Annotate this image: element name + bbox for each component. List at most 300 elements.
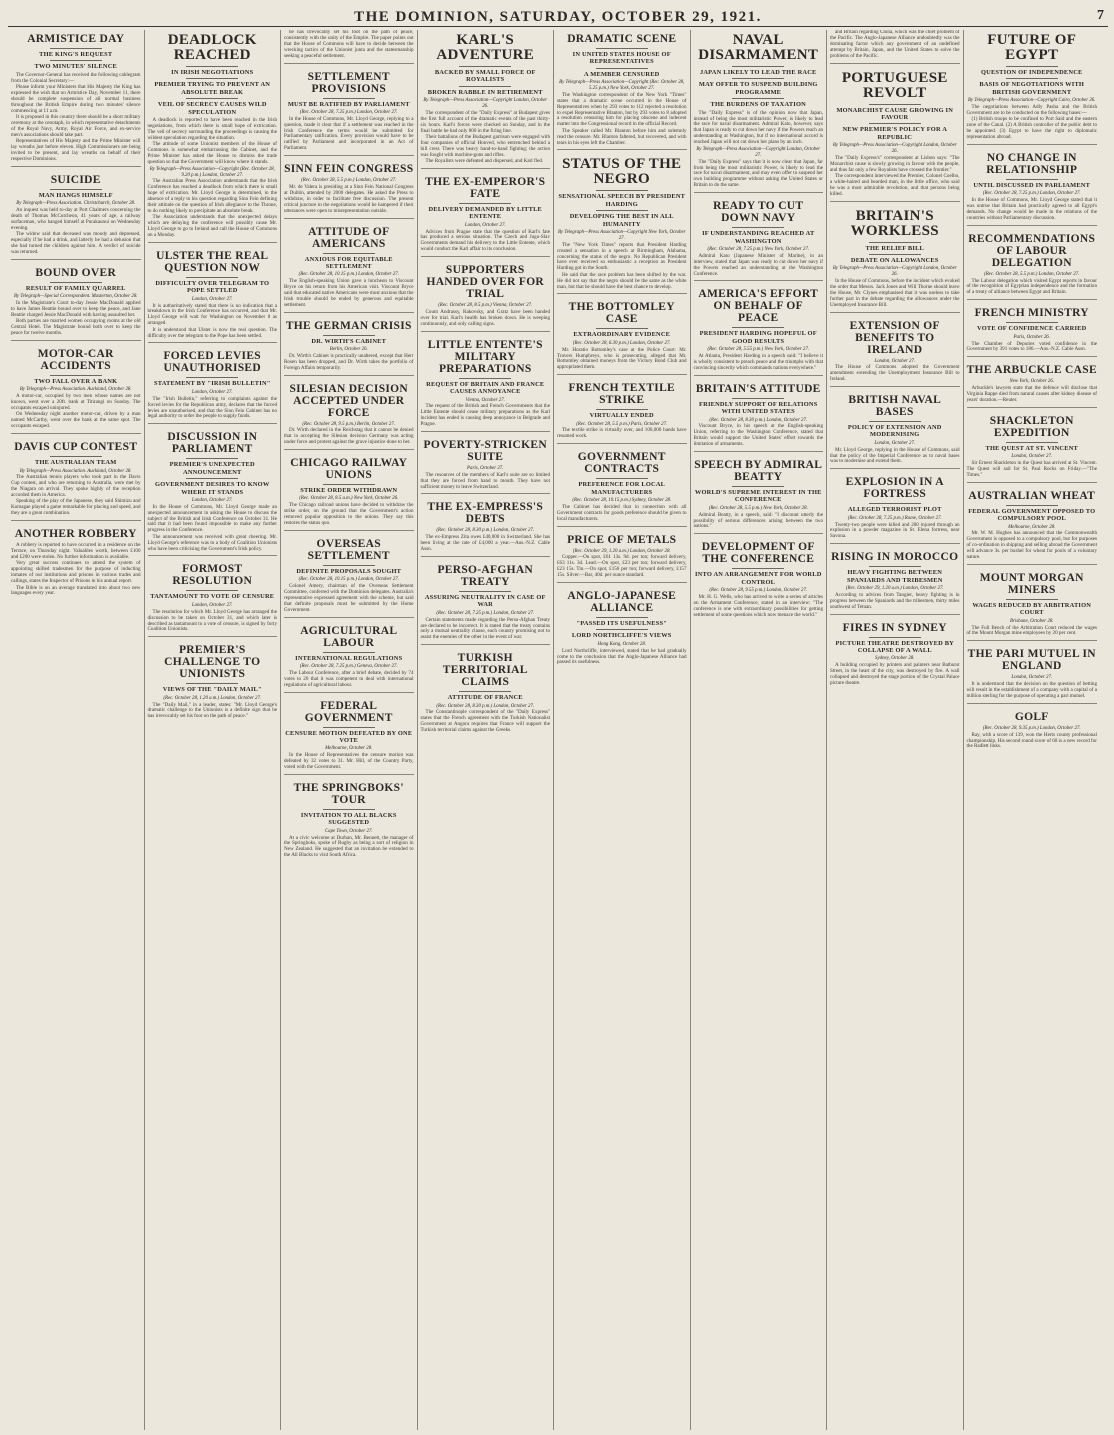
article-body xyxy=(967,105,1098,141)
article xyxy=(421,33,551,165)
paragraph: The "Daily Express" is of the opinion now that Japan, instead of being the most militaristic Power, is likely to lead the race for naval disarmament. Admiral Kato, however, says that Japan is ready to cut down her navy if the Powers reach an understanding at Washington, but if no international accord is reached Japan will not cut down her plans by an inch. xyxy=(693,109,823,146)
divider-rule xyxy=(323,335,375,336)
columns-container xyxy=(8,30,1108,1430)
subheadline: DR. WIRTH'S CABINET xyxy=(311,337,387,345)
divider-rule xyxy=(732,398,784,399)
dateline: (Rec. October 28, 8.30 p.m.) London, October 27. xyxy=(709,417,808,423)
paragraph: Please inform your Ministers that His Majesty the King has expressed the wish that on Armistice Day, November 11, there should be complete suspension of all normal business throughout the British Empire during two minutes' silence commencing at 11 a.m. xyxy=(11,84,141,114)
dateline: By Telegraph—Press Association—Copyright London, October 26. xyxy=(832,266,957,278)
headline: READY TO CUT DOWN NAVY xyxy=(713,200,804,225)
paragraph: The Australian tennis players who took part in the Davis Cup contest, and who are returning to Australia, were met by the Niagara on arrival. They spoke highly of the reception accorded them in America. xyxy=(11,474,141,499)
column-8 xyxy=(964,30,1101,1430)
dateline: London, October 27. xyxy=(191,389,233,395)
paragraph: The request of the British and French Governments that the Little Entente should cease military preparations as the Karl incident has ended is causing deep annoyance in Belgrade and Prague. xyxy=(420,403,550,428)
article-body xyxy=(830,523,960,541)
paragraph: It is authoritatively stated that there is no indication that a breakdown in the Irish Conference has occurred, and that Mr. Lloyd George will wait for Washington on November 8 as arranged. xyxy=(147,302,277,327)
dateline: (Rec. October 28, 10.15 p.m.) London, October 27. xyxy=(298,272,399,278)
divider-rule xyxy=(459,66,511,67)
headline: TURKISH TERRITORIAL CLAIMS xyxy=(442,652,528,689)
article xyxy=(148,342,278,420)
article xyxy=(557,526,687,579)
article xyxy=(284,312,414,372)
headline: GOVERNMENT CONTRACTS xyxy=(577,451,666,476)
article xyxy=(694,533,824,618)
divider-rule xyxy=(186,78,238,79)
paragraph: Sir Ernest Shackleton in the Quest has arrived at St. Vincent. The Quest will sail for St. Paul Rocks on Friday.—"The Times." xyxy=(966,460,1097,478)
paragraph: In the Magistrate's Court to-day Jessie MacDonald applied to have James Beattie bound over to keep the peace, and Jane Beattie charged Jessie MacDonald with having assaulted her. xyxy=(11,300,141,318)
headline: ARMISTICE DAY xyxy=(27,33,125,45)
headline: SUICIDE xyxy=(50,173,101,186)
dateline: By Telegraph—Press Association—Copyright London, October 26. xyxy=(832,143,957,154)
paragraph: On Wednesday night another motor-car, driven by a man named McCarthy, went over the bank at the same spot. The occupants escaped. xyxy=(11,411,141,430)
paragraph: The Washington correspondent of the New York "Times" states that a dramatic scene occurred in the House of Representatives when by 293 votes to 112 rejected a resolution to expel Representative Blanton, but by 293 votes to 8 adopted a resolution censuring him for placing obscene and indecent matter into the Congressional record in the official Record. xyxy=(557,91,687,128)
paragraph: In the House of Representatives the censure motion was defeated by 32 votes to 31. Mr. Hill, of the Country Party, voted with the Government. xyxy=(284,752,414,770)
dateline: (Rec. October 29, 1.20 a.m.) London, October 27. xyxy=(845,586,944,592)
divider-rule xyxy=(1006,505,1058,506)
paragraph: Speaking of the play of the Japanese, they said Shimizu and Kumagae played a game remarkable for placing and speed, and they are a great combination. xyxy=(11,498,141,517)
paragraph: It is understood that Ulster is now the real question. The difficulty over the telegram to the Pope has been settled. xyxy=(147,326,277,339)
divider-rule xyxy=(323,565,375,566)
headline: FORCED LEVIES UNAUTHORISED xyxy=(163,350,262,375)
article xyxy=(694,280,824,371)
article xyxy=(830,543,960,610)
article xyxy=(148,636,278,720)
dateline: (Rec. October 28, 8.30 p.m.) London, October 27. xyxy=(436,528,535,534)
article-body xyxy=(694,111,824,146)
article-body xyxy=(148,397,278,421)
subheadline: PREMIER TRYING TO PREVENT AN ABSOLUTE BREAK xyxy=(154,81,271,96)
subheadline: THE RELIEF BILL xyxy=(865,244,925,252)
subheadline: PREMIER'S UNEXPECTED ANNOUNCEMENT xyxy=(169,461,255,476)
article-body xyxy=(830,30,960,60)
divider-rule xyxy=(1006,599,1058,600)
article-body xyxy=(557,348,687,372)
article xyxy=(557,443,687,522)
divider-rule xyxy=(869,503,921,504)
divider-rule xyxy=(732,327,784,328)
headline: PORTUGUESE REVOLT xyxy=(841,69,948,101)
headline: FIRES IN SYDNEY xyxy=(842,621,947,634)
divider-rule xyxy=(186,683,238,684)
subheadline: DIFFICULTY OVER TELEGRAM TO POPE SETTLED xyxy=(155,279,270,295)
article xyxy=(11,340,141,430)
headline: THE PARI MUTUEL IN ENGLAND xyxy=(967,648,1096,673)
headline: MOTOR-CAR ACCIDENTS xyxy=(37,348,114,372)
paragraph: The negotiations between Adly Pasha and the British Government are to be conducted on the following bases:— xyxy=(966,104,1097,116)
dateline: London, October 27. xyxy=(191,602,233,608)
article-body xyxy=(830,279,960,309)
article xyxy=(11,166,141,256)
divider-rule xyxy=(732,78,784,79)
headline: AMERICA'S EFFORT ON BEHALF OF PEACE xyxy=(698,288,819,325)
paragraph: The Australian Press Association understands that the Irish Conference has reached a deadlock from which there is small hope of extrication. Mr. Lloyd George is determined, in the absence of a reply to his question regarding Sinn Fein defining their attitude on the question of Irish allegiance to the Throne, to do nothing likely to precipitate an absolute break. xyxy=(147,178,277,214)
subheadline: PICTURE THEATRE DESTROYED BY COLLAPSE OF A WALL xyxy=(835,639,954,655)
divider-rule xyxy=(596,48,648,49)
headline: NO CHANGE IN RELATIONSHIP xyxy=(986,151,1078,176)
headline: ANGLO-JAPANESE ALLIANCE xyxy=(567,590,677,615)
subheadline: POLICY OF EXTENSION AND MODERNISING xyxy=(847,424,942,439)
article-body xyxy=(148,610,278,634)
article-body xyxy=(11,394,141,430)
article xyxy=(694,451,824,530)
divider-rule xyxy=(869,637,921,638)
subheadline: MAN HANGS HIMSELF xyxy=(38,191,113,199)
dateline: (Rec. October 28, 5.5 p.m.) London, October 27. xyxy=(301,178,397,184)
column-6 xyxy=(691,30,828,1430)
paragraph: The "Irish Bulletin," referring to complaints against the forced levies for the Republican army, declares that the forced levies are unauthorised, and that the Sinn Fein Cabinet has no legal authority to order the people to supply funds. xyxy=(147,395,277,420)
dateline: By Telegraph—Special Correspondent. Masterton, October 28. xyxy=(13,294,138,300)
article-body xyxy=(284,671,414,689)
headline: SETTLEMENT PROVISIONS xyxy=(307,70,390,95)
article-body xyxy=(284,503,414,527)
article-body xyxy=(148,304,278,340)
paragraph: Representatives of His Majesty and the Prime Minister will lay wreaths just before eleven. High Commissioners are being invited to be present, and lay wreaths on behalf of their respective Dominions. xyxy=(11,138,141,162)
paragraph: Twenty-two people were killed and 200 injured through an explosion in a powder magazine in St. Elena fortress, near Savona. xyxy=(830,521,960,540)
paragraph: The resolution for which Mr. Lloyd George has arranged the discussion to be taken on October 31, and which later is described as tantamount to a vote of censure, is signed by forty Coalition Unionists. xyxy=(147,608,277,633)
article xyxy=(967,482,1098,561)
dateline: Vienna, October 27. xyxy=(465,397,505,403)
subheadline: GOVERNMENT DESIRES TO KNOW WHERE IT STANDS xyxy=(155,481,270,496)
subheadline: VOTE OF CONFIDENCE CARRIED xyxy=(977,325,1087,333)
divider-rule xyxy=(596,409,648,410)
article-body xyxy=(421,310,551,328)
article-body xyxy=(830,448,960,466)
dateline: (Rec. October 29, 1.20 a.m.) London, October 28. xyxy=(572,548,671,554)
subheadline: TWO FALL OVER A BANK xyxy=(34,378,118,385)
paragraph: According to advices from Tangier, heavy fighting is in progress between the Spaniards and the tribesmen, thirty miles southwest of Tetuan. xyxy=(830,591,960,610)
subheadline: REQUEST OF BRITAIN AND FRANCE CAUSES ANNOYANCE xyxy=(426,380,545,396)
headline: ANOTHER ROBBERY xyxy=(14,528,137,541)
article-body xyxy=(421,111,551,165)
article-body xyxy=(284,279,414,309)
article-body xyxy=(148,118,278,166)
paragraph: The Chicago railroad unions have decided to withdraw the strike order, on the ground that the Government's action removed popular opposition to the unions. They say this restores the status quo. xyxy=(284,502,414,526)
subheadline: DEVELOPING THE BEST IN ALL HUMANITY xyxy=(569,213,674,228)
article-body xyxy=(557,428,687,440)
article xyxy=(830,312,960,384)
dateline: (Rec. October 28, 10.15 p.m.) Sydney, October 28. xyxy=(572,498,672,504)
subheadline: FEDERAL GOVERNMENT OPPOSED TO COMPULSORY POOL xyxy=(968,507,1096,523)
article xyxy=(557,149,687,290)
divider-rule xyxy=(459,691,511,692)
masthead xyxy=(8,4,1108,27)
headline: OVERSEAS SETTLEMENT xyxy=(307,537,390,562)
dateline: By Telegraph—Press Association—Copyright Cairo, October 26. xyxy=(968,98,1096,104)
article-body xyxy=(284,185,414,215)
divider-rule xyxy=(50,456,102,457)
divider-rule xyxy=(186,98,238,99)
column-1 xyxy=(8,30,145,1430)
headline: THE EX-EMPRESS'S DEBTS xyxy=(427,501,544,526)
divider-rule xyxy=(732,486,784,487)
subheadline: INTERNATIONAL REGULATIONS xyxy=(295,654,403,662)
dateline: By Telegraph—Press Association—Copyright London, October 26. xyxy=(423,98,548,110)
paragraph: Advices from Prague state that the question of Karl's fate has produced a serious situation. The Czech and Jugo-Slav Governments demand his delivery to the Little Entente, which would conduct the Karl affair to its conclusion. xyxy=(420,228,550,253)
divider-rule xyxy=(596,478,648,479)
subheadline: DELIVERY DEMANDED BY LITTLE ENTENTE xyxy=(428,205,543,221)
headline: MOUNT MORGAN MINERS xyxy=(979,571,1084,596)
article-body xyxy=(148,179,278,239)
divider-rule xyxy=(869,421,921,422)
column-4 xyxy=(418,30,555,1430)
divider-rule xyxy=(1006,179,1058,180)
divider-rule xyxy=(596,190,648,191)
article xyxy=(284,30,414,60)
paragraph: Viscount Bryce, in his speech at the English-speaking Union, referring to the Washington Conference, stated that Britain would support the United States' effort towards the limitation of armaments. xyxy=(693,423,823,448)
dateline: London, October 27. xyxy=(874,358,916,364)
divider-rule xyxy=(596,210,648,211)
subheadline: UNTIL DISCUSSED IN PARLIAMENT xyxy=(973,181,1091,189)
headline: BRITISH NAVAL BASES xyxy=(848,394,942,419)
article-body xyxy=(694,513,824,531)
dateline: Sydney, October 28. xyxy=(875,656,915,662)
divider-rule xyxy=(323,727,375,728)
headline: STATUS OF THE NEGRO xyxy=(562,156,682,188)
paragraph: Mr. Lloyd George, replying in the House of Commons, said that the policy of the Imperial Conference as to naval bases was to modernise and extend them. xyxy=(830,446,960,465)
dateline: Hong Kong, October 28. xyxy=(597,641,646,647)
article xyxy=(967,356,1098,404)
paragraph: He said that the race problem has been shifted by the war. He did not say that the negro should be the same as the white man, but that he should have the best chance to develop. xyxy=(557,271,687,290)
divider-rule xyxy=(869,104,921,105)
dateline: By Telegraph—Press Association. Auckland, October 28. xyxy=(19,387,132,393)
dateline: (Rec. October 28, 5.5 p.m.) London, October 27. xyxy=(984,271,1080,277)
article-body xyxy=(967,386,1098,404)
subheadline: DEFINITE PROPOSALS SOUGHT xyxy=(296,567,402,575)
article-body xyxy=(967,342,1098,354)
headline: AGRICULTURAL LABOUR xyxy=(300,624,398,649)
subheadline: PREFERENCE FOR LOCAL MANUFACTURERS xyxy=(578,481,666,496)
paragraph: In the House of Commons, Mr. Lloyd George, replying to a question, made it clear that if a settlement was reached in the Irish Conference the terms would be submitted for Parliamentary ratification. Every provision would have to be ratified by Parliament and incorporated in an Act of Parliament. xyxy=(284,115,414,152)
headline: FRENCH TEXTILE STRIKE xyxy=(568,382,676,407)
paragraph: A building occupied by printers and painters near Bathurst Street, in the heart of the city, was destroyed by fire. A wall collapsed and destroyed the stage portion of the Crystal Palace picture theatre. xyxy=(830,662,960,686)
paragraph: Ray, with a score of 139, won the Herts county professional championship. His second round score of 68 is a new record for the Radlett links. xyxy=(966,731,1097,750)
article-body xyxy=(421,618,551,642)
paragraph: Lord Northcliffe, interviewed, stated that he had gradually come to the conclusion that the Anglo-Japanese Alliance had passed its usefulness. xyxy=(557,647,687,666)
subheadline: DEBATE ON ALLOWANCES xyxy=(850,257,939,264)
subheadline: LORD NORTHCLIFFE'S VIEWS xyxy=(571,632,672,640)
paragraph: In the House of Commons, Mr. Lloyd George stated that it was untrue that Britain had practically agreed to all Egypt's demands. No change would be made in the relations of the countries without Parliamentary discussion. xyxy=(966,197,1097,221)
article-body xyxy=(421,473,551,491)
headline: GOLF xyxy=(1014,710,1049,723)
article-body xyxy=(830,365,960,383)
headline: SUPPORTERS HANDED OVER FOR TRIAL xyxy=(426,264,545,301)
subheadline: SENSATIONAL SPEECH BY PRESIDENT HARDING xyxy=(558,193,686,208)
subheadline: QUESTION OF INDEPENDENCE xyxy=(980,69,1083,76)
paragraph: Count Andrassy, Rakovsky, and Gratz have been handed over for trial. Karl's health has broken down. He is weeping continuously, and only calling signs. xyxy=(420,309,550,327)
paragraph: Admiral Beatty, in a speech, said: "I discount utterly the possibility of serious differences arising between the two nations." xyxy=(693,511,823,530)
divider-rule xyxy=(186,590,238,591)
headline: CHICAGO RAILWAY UNIONS xyxy=(290,457,408,482)
divider-rule xyxy=(50,48,102,49)
dateline: London, October 27. xyxy=(874,440,916,446)
dateline: (Rec. October 28, 5.5 p.m.) New York, October 28. xyxy=(708,505,808,511)
divider-rule xyxy=(323,98,375,99)
headline: SINN FEIN CONGRESS xyxy=(284,163,414,176)
headline: EXPLOSION IN A FORTRESS xyxy=(845,476,944,501)
article-body xyxy=(284,836,414,860)
dateline: (Rec. October 28, 8.30 p.m.) London, October 27. xyxy=(436,703,535,709)
headline: SILESIAN DECISION ACCEPTED UNDER FORCE xyxy=(289,382,409,419)
paragraph: The House of Commons adopted the Government amendment extending the Unemployment Insurance Bill to Ireland. xyxy=(830,364,960,383)
paragraph: Admiral Kato (Japanese Minister of Marine), in an interview, stated that Japan was ready to cut down her navy if the Powers reached an understanding at the Washington Conference. xyxy=(693,252,823,277)
article xyxy=(11,259,141,337)
headline: AUSTRALIAN WHEAT xyxy=(968,489,1096,502)
article xyxy=(830,468,960,540)
article xyxy=(967,144,1098,222)
paragraph: At Atlanta, President Harding in a speech said: "I believe it is wholly consistent to preach peace and the triumphs with that convincing sincerity which commands nations everywhere." xyxy=(693,353,823,371)
article xyxy=(967,225,1098,297)
divider-rule xyxy=(186,377,238,378)
dateline: (Rec. October 28, 7.25 p.m.) New York, October 27. xyxy=(707,247,810,252)
paragraph: The ex-Empress Zita owes £40,000 in Switzerland. She has been living at the rate of £4,000 a year.—Aus.-N.Z. Cable Assn. xyxy=(420,534,550,553)
headline: SPEECH BY ADMIRAL BEATTY xyxy=(694,458,823,483)
article xyxy=(284,692,414,771)
article xyxy=(694,33,824,189)
dateline: (Rec. October 28, 7.25 p.m.) Rome, October 27. xyxy=(847,515,942,521)
dateline: London, October 27. xyxy=(464,222,506,228)
headline: FRENCH MINISTRY xyxy=(974,307,1089,320)
dateline: (Rec. October 28, 5.5 p.m.) Paris, October 27. xyxy=(576,421,668,427)
divider-rule xyxy=(459,86,511,87)
article-body xyxy=(967,279,1098,297)
column-5 xyxy=(554,30,691,1430)
divider-rule xyxy=(596,617,648,618)
article-body xyxy=(694,160,824,190)
headline: NAVAL DISARMAMENT xyxy=(698,32,819,63)
headline: BOUND OVER xyxy=(35,266,117,279)
subheadline: BASIS OF NEGOTIATIONS WITH BRITISH GOVERNMENT xyxy=(979,81,1085,96)
article-body xyxy=(284,30,414,60)
dateline: (Rec. October 28, 7.25 p.m.) Geneva, October 27. xyxy=(299,664,398,670)
divider-rule xyxy=(732,227,784,228)
headline: PREMIER'S CHALLENGE TO UNIONISTS xyxy=(164,644,261,681)
article-body xyxy=(967,682,1098,700)
article-body xyxy=(284,584,414,614)
headline: FUTURE OF EGYPT xyxy=(987,32,1077,63)
paragraph: Copper.—On spot, £61 13s. 9d. per ton; forward delivery, £63 11s. 3d. Lead.—On spot, £23 per ton; forward delivery, £23 15s. Tin.—On spot, £156 per ton; forward delivery, £157 15s. Silver.—Bar, 40d. per ounce standard. xyxy=(557,554,687,579)
article-body xyxy=(148,505,278,553)
dateline: (Rec. October 28, 7.25 p.m.) London, October 27. xyxy=(436,610,535,616)
paragraph: In the House of Commons, before the incident which evoked the order that Messrs. Jack Jones and Will Thorne should leave the House, Mr. Clynes emphasised that it was useless to take further part in the debate regarding the allowances under the Unemployed Insurance Bill. xyxy=(830,278,960,308)
paragraph: A motor-car, occupied by two men whose names are not known, went over a 20ft. bank at Titirangi on Sunday. The occupants escaped uninjured. xyxy=(11,393,141,412)
article-body xyxy=(421,710,551,734)
paragraph: The resources of the members of Karl's suite are so limited that they are forced from hand to mouth. They have not sufficient money to leave Switzerland. xyxy=(420,471,550,490)
article xyxy=(557,374,687,440)
subheadline: THE KING'S REQUEST xyxy=(39,51,113,58)
article-body xyxy=(284,354,414,372)
paragraph: An inquest was held to-day at Port Chalmers concerning the death of Thomas McCutcheon, 41 years of age, a railway surfaceman, who hanged himself at Purakaunui on Wednesday evening. xyxy=(11,207,141,231)
subheadline: IN UNITED STATES HOUSE OF REPRESENTATIVES xyxy=(572,51,671,66)
divider-rule xyxy=(1006,322,1058,323)
headline: LITTLE ENTENTE'S MILITARY PREPARATIONS xyxy=(427,338,543,375)
article-body xyxy=(694,354,824,372)
dateline: Cape Town, October 27. xyxy=(324,828,373,834)
article xyxy=(557,33,687,146)
article-body xyxy=(967,626,1098,638)
article-body xyxy=(557,93,687,147)
article-body xyxy=(421,230,551,254)
divider-rule xyxy=(186,66,238,67)
article xyxy=(967,640,1098,700)
dateline: (Rec. October 28, 5.55 p.m.) New York, October 27. xyxy=(707,347,810,353)
paragraph: The "Daily Express" says that it is now clear that Japan, far from being the most militaristic Power, is likely to lead the race for naval disarmament, and may even offer to suspend her own building programme without asking the United States or Britain to do the same. xyxy=(693,158,823,189)
article-body xyxy=(967,733,1098,751)
subheadline: IF UNDERSTANDING REACHED AT WASHINGTON xyxy=(702,230,815,245)
paragraph: (1) British troops to be confined to Port Said and the eastern zone of the Canal. (2) A British controller of the public debt to be appointed. (3) Egypt to have the right to diplomatic representation abroad. xyxy=(966,116,1097,141)
subheadline: STATEMENT BY "IRISH BULLETIN" xyxy=(153,380,271,388)
headline: DEVELOPMENT OF THE CONFERENCE xyxy=(701,541,815,566)
dateline: London, October 27. xyxy=(191,296,233,302)
article xyxy=(557,582,687,666)
subheadline: IN IRISH NEGOTIATIONS xyxy=(171,69,254,76)
article xyxy=(694,375,824,448)
paragraph: The Governor-General has received the following cablegram from the Colonial Secretary:— xyxy=(11,71,141,84)
divider-rule xyxy=(596,629,648,630)
headline: RISING IN MOROCCO xyxy=(831,551,959,564)
divider-rule xyxy=(323,484,375,485)
subheadline: JAPAN LIKELY TO LEAD THE RACE xyxy=(699,69,817,76)
divider-rule xyxy=(869,123,921,124)
article-body xyxy=(557,649,687,667)
subheadline: MUST BE RATIFIED BY PARLIAMENT xyxy=(287,100,410,108)
paragraph: The Cabinet has decided that in connection with all Government contracts for goods preference should be given to local manufacturers. xyxy=(557,503,687,522)
paragraph: Colonel Amery, chairman of the Overseas Settlement Committee, conferred with the Dominion delegates. Australia's representative expressed agreement with the scheme, but said that definite proposals must be submitted by the Home Government. xyxy=(284,583,414,613)
headline: DRAMATIC SCENE xyxy=(567,33,677,45)
headline: THE EX-EMPEROR'S FATE xyxy=(425,175,546,200)
column-3 xyxy=(281,30,418,1430)
dateline: By Telegraph—Press Association—Copyright (Rec. October 28, 5.25 p.m.) New York, October 27. xyxy=(559,80,685,92)
headline: ULSTER THE REAL QUESTION NOW xyxy=(156,249,269,274)
divider-rule xyxy=(50,189,102,190)
article xyxy=(284,774,414,859)
divider-rule xyxy=(50,375,102,376)
article xyxy=(284,155,414,214)
subheadline: A MEMBER CENSURED xyxy=(584,70,660,78)
subheadline: ALLEGED TERRORIST PLOT xyxy=(847,506,942,514)
paragraph: The Chamber of Deputies voted confidence in the Government by 391 votes to 186.—Aus.-N.Z. Cable Assn. xyxy=(966,340,1097,353)
subheadline: "PASSED ITS USEFULNESS" xyxy=(576,620,667,628)
article xyxy=(830,201,960,309)
divider-rule xyxy=(1006,66,1058,67)
article xyxy=(11,520,141,597)
article xyxy=(284,218,414,309)
article xyxy=(284,63,414,153)
article xyxy=(11,33,141,163)
article xyxy=(284,530,414,614)
paragraph: The textile strike is virtually over, and 100,000 hands have resumed work. xyxy=(557,427,687,440)
dateline: (Rec. October 28, 8.5 a.m.) New York, October 26. xyxy=(299,496,399,502)
article-body xyxy=(830,663,960,687)
article-body xyxy=(284,117,414,152)
headline: DEADLOCK REACHED xyxy=(167,32,257,63)
dateline: (Rec. October 28, 9.35 p.m.) London, October 27. xyxy=(982,725,1081,731)
subheadline: THE AUSTRALIAN TEAM xyxy=(35,459,117,467)
dateline: Berlin, October 26. xyxy=(329,347,368,353)
paragraph: The Association understands that the unexpected delays which are delaying the conference will possibly cause Mr. Lloyd George to go to Ireland and call the House of Commons on a Monday. xyxy=(147,214,277,239)
subheadline: ANXIOUS FOR EQUITABLE SETTLEMENT xyxy=(304,255,393,270)
paragraph: Arbuckle's lawyers state that the defence will disclose that Virginia Rappe died from natural causes after kidney disease of years' duration.—Reuter. xyxy=(966,385,1097,403)
divider-rule xyxy=(323,652,375,653)
subheadline: TANTAMOUNT TO VOTE OF CENSURE xyxy=(150,593,275,601)
subheadline: THE BURDENS OF TAXATION xyxy=(710,101,806,109)
dateline: (Rec. October 28, 6.30 p.m.) London, October 27. xyxy=(572,340,671,346)
article-body xyxy=(148,703,278,721)
divider-rule xyxy=(1006,78,1058,79)
paragraph: Dr. Wirth declared in the Reichstag that it cannot be denied that in accepting the Silesian decision Germany was acting under force and protest against the grave injustice done to her. xyxy=(284,427,414,446)
dateline: Paris, October 26. xyxy=(1013,334,1050,340)
article-body xyxy=(694,595,824,619)
dateline: By Telegraph—Press Association. Christchurch, October 28. xyxy=(16,201,136,207)
